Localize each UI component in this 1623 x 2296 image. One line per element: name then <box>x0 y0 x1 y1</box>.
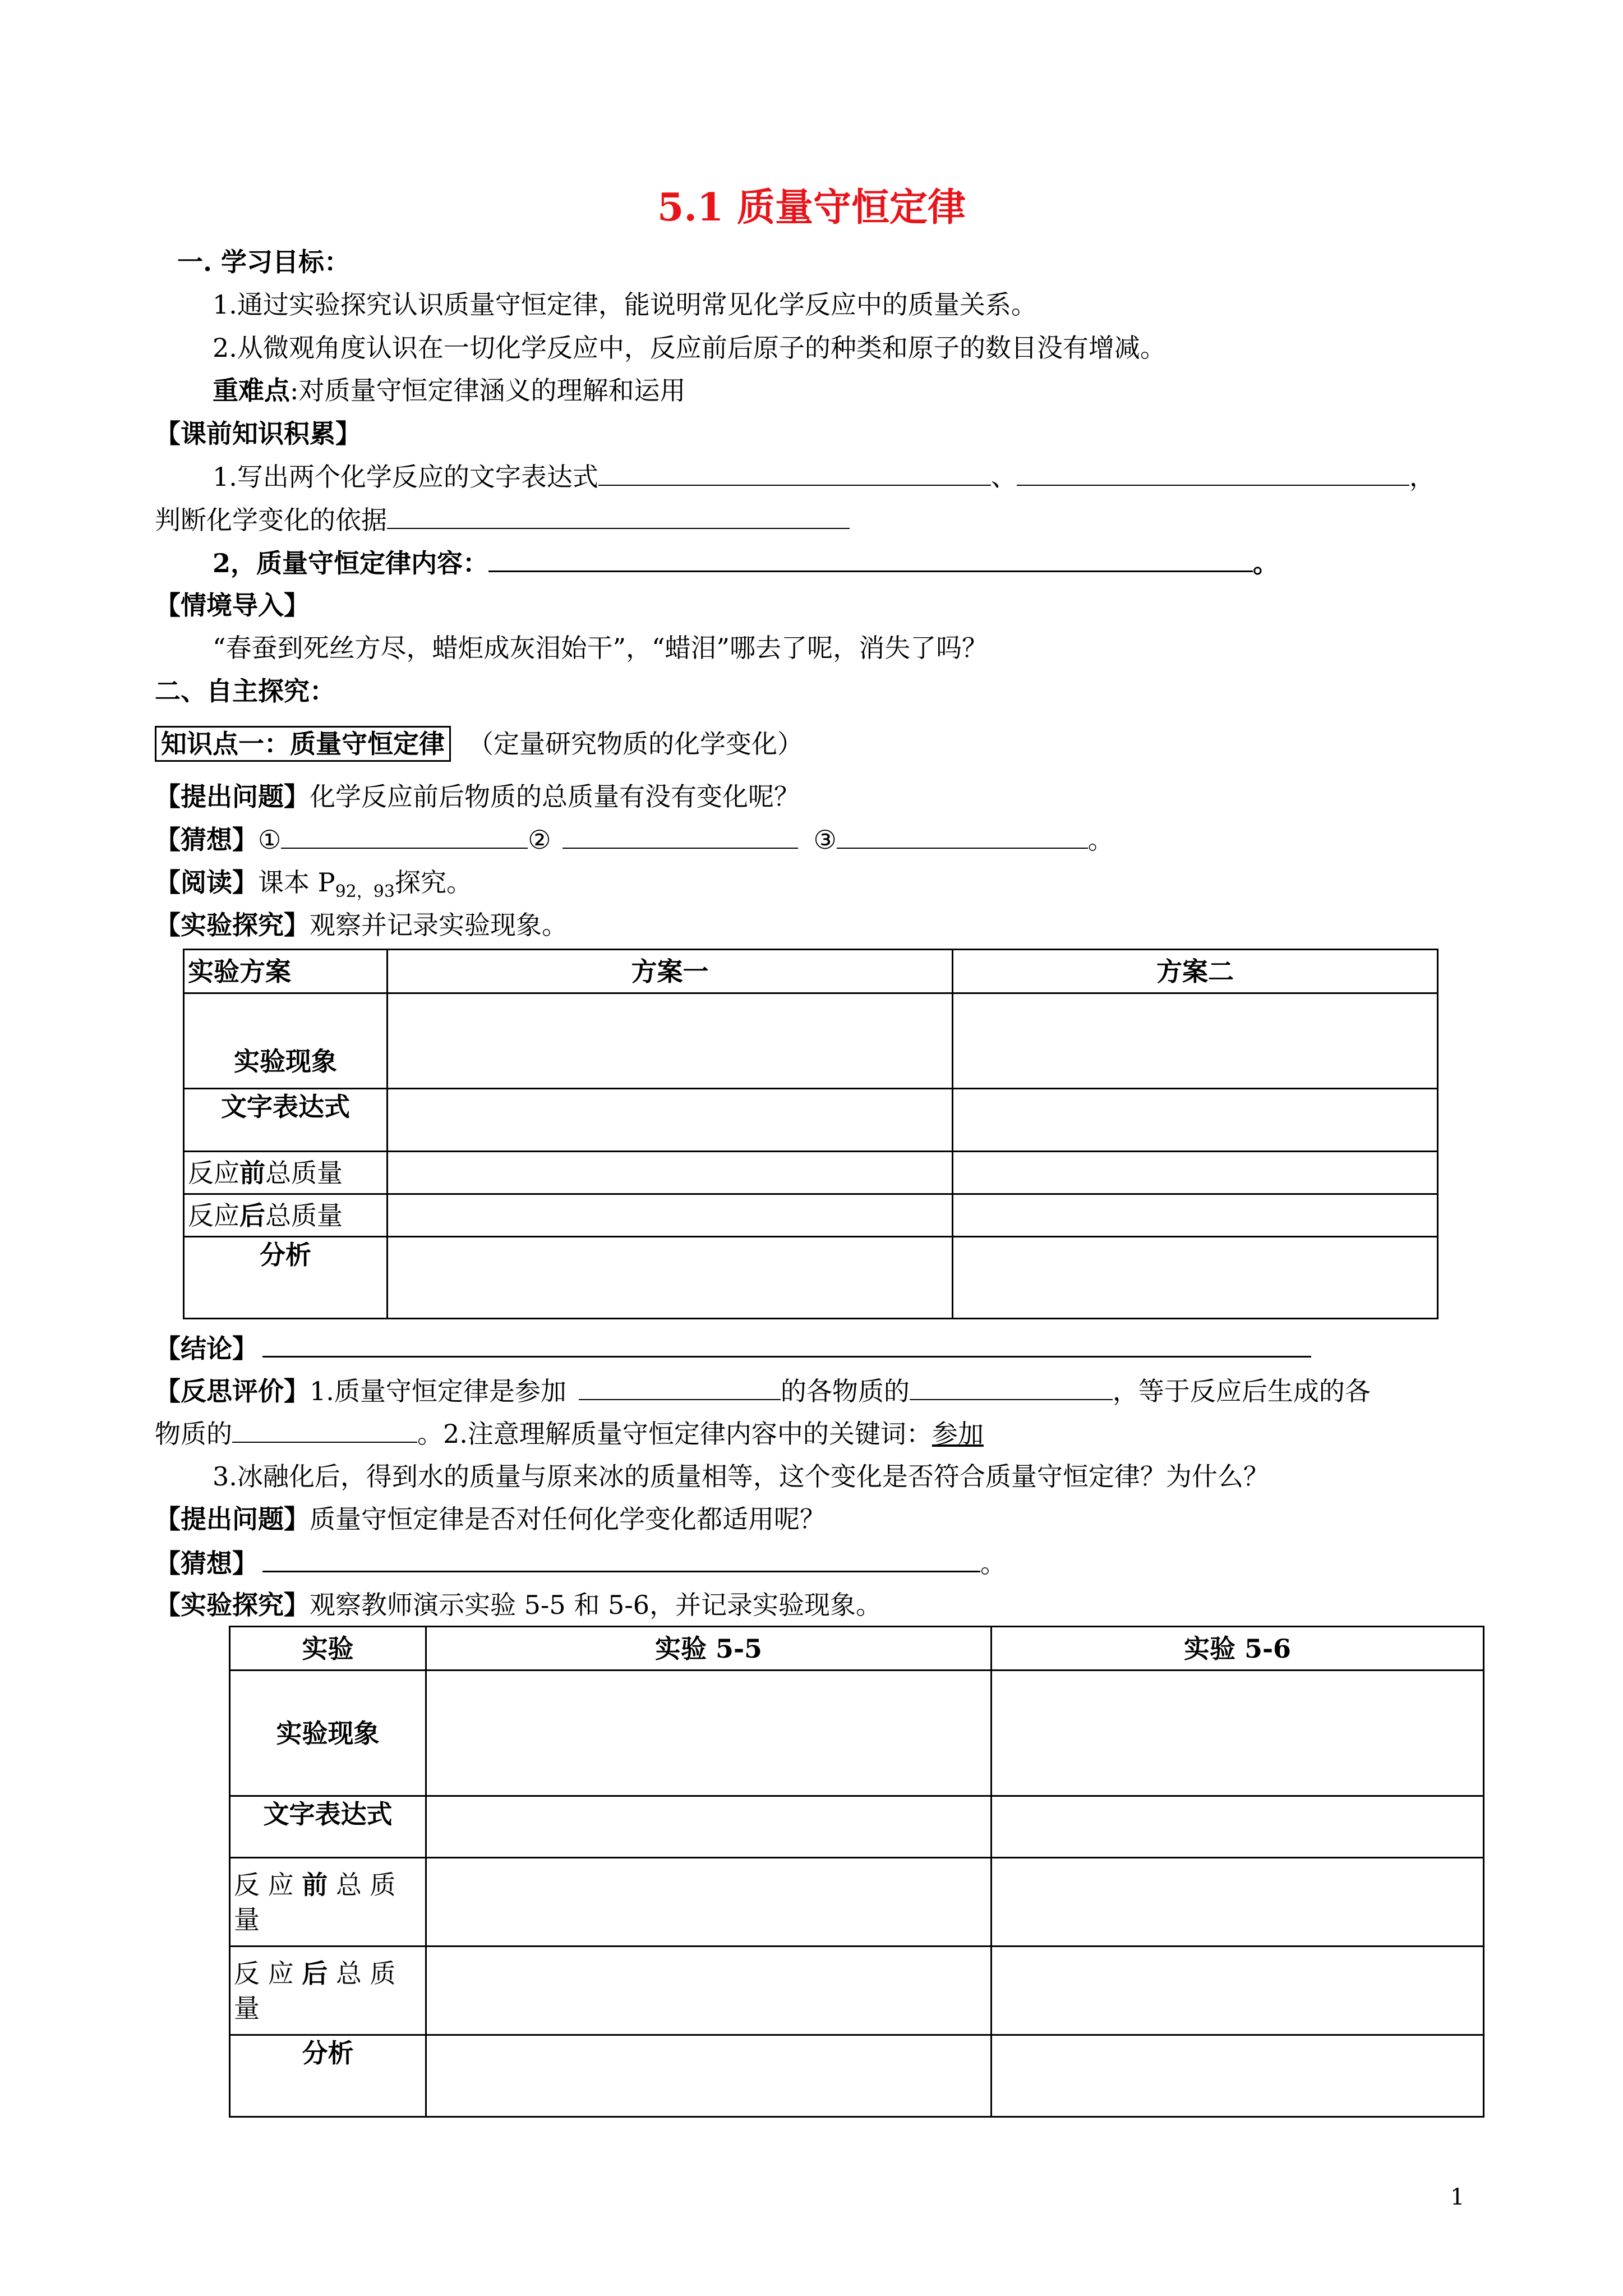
row-label: 实验现象 <box>230 1671 426 1796</box>
table-cell[interactable] <box>992 2035 1484 2117</box>
row-label: 分析 <box>184 1237 388 1319</box>
table-cell[interactable] <box>953 1152 1438 1194</box>
pre-q1-end: ， <box>1409 462 1435 492</box>
experiment-1-intro <box>155 908 568 942</box>
table-cell[interactable] <box>953 1237 1438 1319</box>
row-label: 文字表达式 <box>184 1089 388 1152</box>
knowledge-point-note: （定量研究物质的化学变化） <box>468 729 803 759</box>
row-label: 反应前总质量 <box>184 1152 388 1194</box>
table-cell[interactable] <box>953 1089 1438 1152</box>
answer-blank[interactable] <box>598 459 991 486</box>
guess-circle-3: ③ <box>813 825 837 855</box>
question-text: 化学反应前后物质的总质量有没有变化呢？ <box>310 781 800 812</box>
reflection <box>155 1373 1371 1409</box>
pre-q1 <box>213 459 1435 494</box>
answer-blank[interactable] <box>837 822 1088 849</box>
table-header: 方案二 <box>953 950 1438 993</box>
table-cell[interactable] <box>388 1237 953 1319</box>
reading-text: 课本 P <box>258 867 335 898</box>
question-1 <box>155 779 800 814</box>
answer-blank[interactable] <box>562 822 798 849</box>
key-points <box>213 373 686 408</box>
table-header: 方案一 <box>388 950 953 993</box>
answer-blank[interactable] <box>910 1373 1113 1400</box>
keyword: 参加 <box>932 1419 984 1449</box>
question-text: 质量守恒定律是否对任何化学变化都适用呢？ <box>310 1504 826 1534</box>
row-label: 实验现象 <box>184 993 388 1089</box>
table-cell[interactable] <box>426 1671 992 1796</box>
question-label: 【提出问题】 <box>155 1504 310 1534</box>
experiment-text: 观察并记录实验现象。 <box>310 910 568 940</box>
experiment-label: 【实验探究】 <box>155 910 310 940</box>
guess-end: 。 <box>980 1548 1006 1579</box>
pre-q2-end: 。 <box>1253 548 1279 578</box>
conclusion <box>155 1330 1311 1366</box>
knowledge-point-label: 知识点一：质量守恒定律 <box>155 726 451 762</box>
table-cell[interactable] <box>992 1858 1484 1947</box>
answer-blank[interactable] <box>281 822 528 849</box>
pre-q1-sep: 、 <box>990 462 1017 492</box>
reading <box>155 865 472 909</box>
reading-text-end: 探究。 <box>394 867 472 898</box>
answer-blank[interactable] <box>262 1330 1311 1358</box>
reflection-q3: 3.冰融化后，得到水的质量与原来冰的质量相等，这个变化是否符合质量守恒定律？为什么？ <box>213 1461 1269 1492</box>
guess-label: 【猜想】 <box>155 825 258 855</box>
experiment-label: 【实验探究】 <box>155 1590 310 1620</box>
table-cell[interactable] <box>388 1152 953 1194</box>
question-label: 【提出问题】 <box>155 781 310 812</box>
table-cell[interactable] <box>992 1947 1484 2035</box>
reflection-text: 物质的 <box>155 1419 232 1449</box>
row-label: 反 应 前 总 质 量 <box>230 1858 426 1947</box>
pre-knowledge-heading: 【课前知识积累】 <box>155 418 361 449</box>
answer-blank[interactable] <box>579 1373 781 1400</box>
question-2 <box>155 1502 826 1536</box>
row-label: 分析 <box>230 2035 426 2117</box>
pre-q2-text: 2，质量守恒定律内容： <box>213 548 489 578</box>
section2-heading: 二、自主探究： <box>155 676 335 706</box>
goal-1: 1.通过实验探究认识质量守恒定律，能说明常见化学反应中的质量关系。 <box>213 289 1037 320</box>
guess-end: 。 <box>1087 825 1114 855</box>
page-number: 1 <box>1450 2184 1465 2210</box>
answer-blank[interactable] <box>488 545 1253 572</box>
row-label: 反 应 后 总 质 量 <box>230 1947 426 2035</box>
intro-text: “春蚕到死丝方尽，蜡炬成灰泪始干”，“蜡泪”哪去了呢，消失了吗？ <box>213 633 988 663</box>
pre-q2 <box>213 545 1279 581</box>
table-cell[interactable] <box>388 1194 953 1237</box>
intro-heading: 【情境导入】 <box>155 590 310 620</box>
table-cell[interactable] <box>426 1858 992 1947</box>
section1-heading: 一. 学习目标： <box>177 247 351 277</box>
table-cell[interactable] <box>992 1671 1484 1796</box>
reflection-text: 。2.注意理解质量守恒定律内容中的关键词： <box>417 1419 932 1449</box>
table-cell[interactable] <box>388 993 953 1089</box>
table-cell[interactable] <box>953 993 1438 1089</box>
reflection-line2 <box>155 1416 984 1451</box>
pre-q1-line2 <box>155 502 850 537</box>
table-header: 实验方案 <box>184 950 388 993</box>
reflection-label: 【反思评价】 <box>155 1376 310 1406</box>
knowledge-point-1 <box>155 726 803 761</box>
table-header: 实验 5-6 <box>992 1627 1484 1671</box>
page-title: 5.1 质量守恒定律 <box>657 185 966 230</box>
guess-1 <box>155 822 1114 857</box>
table-cell[interactable] <box>992 1796 1484 1858</box>
pre-q1-line2-text: 判断化学变化的依据 <box>155 505 387 535</box>
experiment-text: 观察教师演示实验 5-5 和 5-6，并记录实验现象。 <box>310 1590 882 1620</box>
guess-2 <box>155 1545 1006 1581</box>
answer-blank[interactable] <box>232 1416 417 1443</box>
answer-blank[interactable] <box>387 502 850 529</box>
table-header: 实验 5-5 <box>426 1627 992 1671</box>
reading-label: 【阅读】 <box>155 867 258 898</box>
experiment-2-intro <box>155 1588 882 1622</box>
reading-pages: 92，93 <box>335 882 395 902</box>
table-cell[interactable] <box>953 1194 1438 1237</box>
table-cell[interactable] <box>426 2035 992 2117</box>
guess-circle-1: ① <box>258 825 282 855</box>
guess-circle-2: ② <box>528 825 551 855</box>
answer-blank[interactable] <box>1017 459 1409 486</box>
key-points-label: 重难点 <box>213 375 290 406</box>
guess-label: 【猜想】 <box>155 1548 258 1579</box>
reflection-text: ，等于反应后生成的各 <box>1112 1376 1371 1406</box>
table-cell[interactable] <box>426 1947 992 2035</box>
table-header: 实验 <box>230 1627 426 1671</box>
conclusion-label: 【结论】 <box>155 1333 258 1364</box>
row-label: 反应后总质量 <box>184 1194 388 1237</box>
key-points-text: :对质量守恒定律涵义的理解和运用 <box>290 375 686 406</box>
answer-blank[interactable] <box>262 1545 980 1572</box>
row-label: 文字表达式 <box>230 1796 426 1858</box>
experiment-1-table <box>183 949 1438 1319</box>
reflection-text: 1.质量守恒定律是参加 <box>310 1376 566 1406</box>
pre-q1-text: 1.写出两个化学反应的文字表达式 <box>213 462 598 492</box>
reflection-text: 的各物质的 <box>780 1376 910 1406</box>
experiment-2-table <box>229 1626 1484 2118</box>
table-cell[interactable] <box>426 1796 992 1858</box>
goal-2: 2.从微观角度认识在一切化学反应中，反应前后原子的种类和原子的数目没有增减。 <box>213 333 1166 363</box>
table-cell[interactable] <box>388 1089 953 1152</box>
